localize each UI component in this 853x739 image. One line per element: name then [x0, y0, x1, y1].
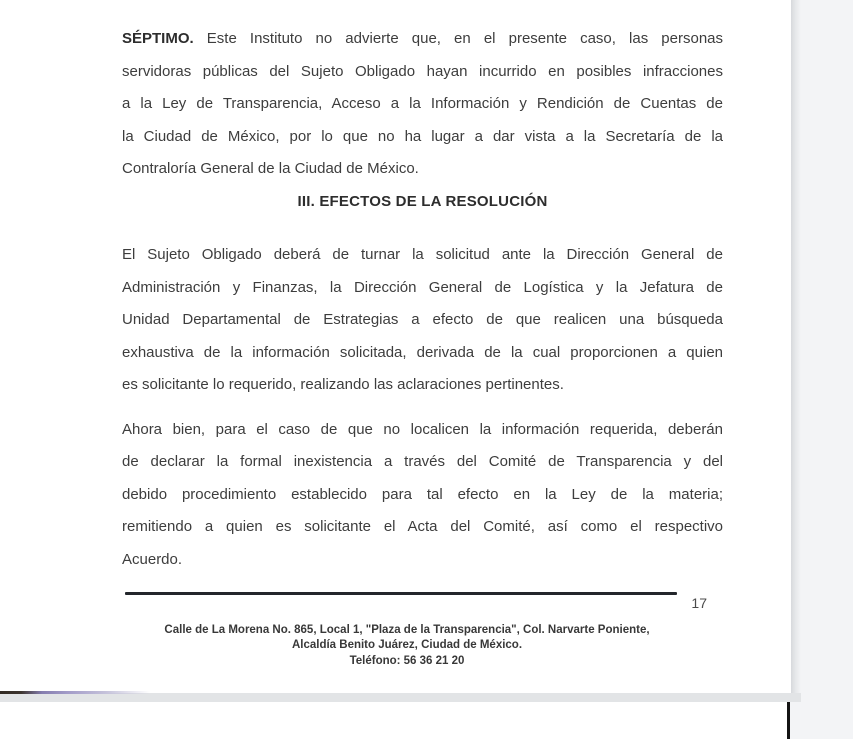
text-line: Ahora bien, para el caso de que no localicen la información requerida, deberán	[122, 420, 723, 438]
next-page-preview	[0, 702, 790, 739]
paragraph-inexistencia	[122, 414, 723, 577]
text-line-rest: Este Instituto no advierte que, en el presente caso, las personas	[206, 30, 724, 47]
address-line: Alcaldía Benito Juárez, Ciudad de México.	[291, 639, 523, 651]
address-line: Teléfono: 56 36 21 20	[349, 654, 465, 667]
page-number: 17	[691, 594, 707, 611]
section-heading: III. EFECTOS DE LA RESOLUCIÓN	[297, 192, 548, 210]
text-line: la Ciudad de México, por lo que no ha lugar a dar vista a la Secretaría de la	[122, 127, 723, 145]
text-line: a la Ley de Transparencia, Acceso a la Información y Rendición de Cuentas de	[122, 95, 723, 112]
text-line: Contraloría General de la Ciudad de México.	[122, 160, 419, 177]
page-right-shadow	[791, 0, 801, 693]
paragraph-efectos	[122, 239, 723, 402]
text-line: Acuerdo.	[122, 550, 183, 568]
text-line: de declarar la formal inexistencia a través del Comité de Transparencia y del	[122, 453, 723, 470]
text-line: Administración y Finanzas, la Dirección General de Logística y la Jefatura de	[122, 278, 723, 296]
page-gap	[0, 693, 801, 702]
text-line: El Sujeto Obligado deberá de turnar la solicitud ante la Dirección General de	[122, 246, 723, 263]
text-line: servidoras públicas del Sujeto Obligado hayan incurrido en posibles infracciones	[122, 62, 723, 80]
paragraph-septimo	[122, 23, 723, 186]
text-line: remitiendo a quien es solicitante el Acta del Comité, así como el respectivo	[122, 518, 723, 535]
text-line: es solicitante lo requerido, realizando las aclaraciones pertinentes.	[122, 376, 564, 393]
page-content	[122, 23, 723, 669]
paragraph-lead-bold: SÉPTIMO.	[122, 30, 194, 47]
scan-edge-artifact	[0, 691, 150, 694]
address-line: Calle de La Morena No. 865, Local 1, "Plaza de la Transparencia", Col. Narvarte Poniente,	[164, 623, 650, 636]
text-line: exhaustiva de la información solicitada, derivada de la cual proporcionen a quien	[122, 343, 723, 361]
address-block	[122, 623, 692, 670]
text-line: Unidad Departamental de Estrategias a efecto de que realicen una búsqueda	[122, 311, 723, 328]
text-line: debido procedimiento establecido para tal efecto en la Ley de la materia;	[122, 485, 723, 503]
text-line	[122, 23, 723, 56]
